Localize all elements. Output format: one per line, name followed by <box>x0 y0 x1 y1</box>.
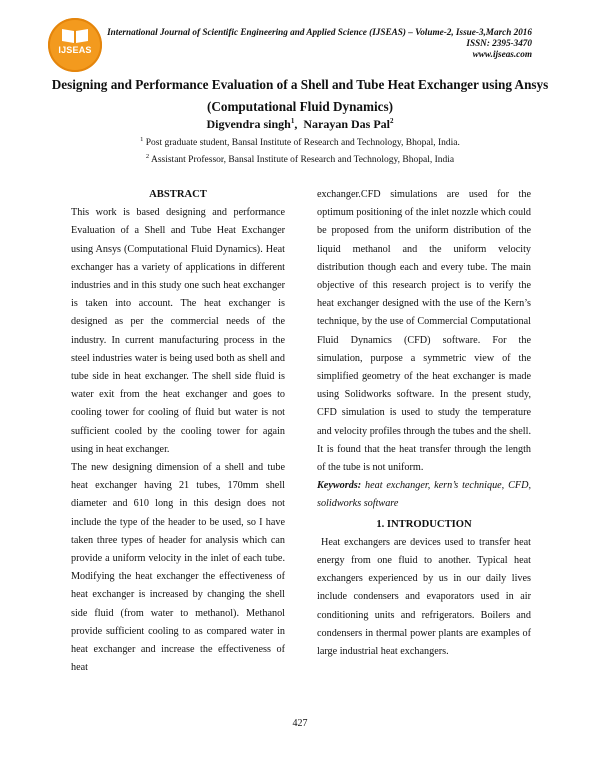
left-column <box>71 186 285 677</box>
title-line-1: Designing and Performance Evaluation of a Shell and Tube Heat Exchanger using Ansys <box>51 77 549 92</box>
author-1-sup: 1 <box>290 117 295 125</box>
aff-2-text: Assistant Professor, Bansal Institute of Research and Technology, Bhopal, India <box>150 155 455 166</box>
abstract-paragraph-1: This work is based designing and performance Evaluation of a Shell and Tube Heat Exchanger using Ansys (Computational Fluid Dynamics). Heat exchanger has a variety of applications in different industries and in this study one such heat exchanger is taken into account. The heat exchanger is designed as per the commercial needs of the industry. In current manufacturing process in the steel industries water is being used both as shell and tube side in heat exchanger. The shell side fluid is water exit from the heat exchanger and goes to cooling tower for cooling of fluid but water is not sufficient cooled by the cooling tower for again using in heat exchanger. <box>71 207 285 455</box>
logo-text: IJSEAS <box>58 45 92 55</box>
author-2: Narayan Das Pal <box>303 117 391 131</box>
journal-website[interactable]: www.ijseas.com <box>472 49 532 59</box>
abstract-heading: ABSTRACT <box>149 189 207 200</box>
authors: Digvendra singh$^1$, Narayan Das Pal$^2$ <box>206 117 394 131</box>
journal-logo <box>48 18 102 72</box>
abstract-paragraph-3: exchanger.CFD simulations are used for the optimum positioning of the inlet nozzle which could be proposed from the uniform distribution of the liquid methanol and the uniform velocity distribution though each and every tube. The main objective of this research project is to verify the heat exchanger designed with the use of the Kern’s technique, by the use of Commercial Computational Fluid Dynamics (CFD) software. For the simulation, purpose a symmetric view of the simplified geometry of the heat exchanger is made using Solidworks software. In the present study, CFD simulation is used to study the temperature and velocity profiles through the tubes and the shell. It is found that the heat transfer through the length of the tube is not uniform. <box>317 189 531 474</box>
introduction-paragraph-1: Heat exchangers are devices used to transfer heat energy from one fluid to another. Typical heat exchangers experienced by us in our daily lives include condensers and evaporators used in air conditioning units and refrigerators. Boilers and condensers in thermal power plants are examples of large industrial heat exchangers. <box>317 536 531 658</box>
aff-1-text: Post graduate student, Bansal Institute of Research and Technology, Bhopal, India. <box>145 138 460 149</box>
affiliation-2 <box>40 153 560 165</box>
affiliation-1 <box>40 136 560 148</box>
keywords-label: Keywords: <box>317 480 362 492</box>
keywords <box>317 477 531 513</box>
issn: ISSN: 2395-3470 <box>466 38 532 48</box>
paper-title <box>40 74 560 118</box>
aff-1-sup: 1 <box>140 136 144 143</box>
abstract-paragraph-2: The new designing dimension of a shell and tube heat exchanger having 21 tubes, 170mm shell diameter and 610 long in this design does not include the type of the header to be used, so I have taken three types of header for analysis which can provide a uniform velocity in the inlet of each tube. Modifying the heat exchanger the effectiveness of heat exchanger is increased by changing the shell side fluid (from water to methanol). Methanol provide sufficient cooling to as compared water in heat exchanger and increase the effectiveness of heat <box>71 462 285 674</box>
author-2-sup: 2 <box>390 117 394 125</box>
journal-name: International Journal of Scientific Engineering and Applied Science (IJSEAS) – Volume-2, Issue-3,March 2016 <box>107 27 532 37</box>
page-number: 427 <box>292 718 308 729</box>
keywords-text: heat exchanger, kern’s technique, CFD, solidworks software <box>317 480 531 510</box>
title-line-2: (Computational Fluid Dynamics) <box>206 99 394 114</box>
book-icon <box>60 26 90 44</box>
introduction-heading: 1. INTRODUCTION <box>376 518 472 530</box>
right-column <box>317 186 531 661</box>
aff-2-sup: 2 <box>145 153 150 160</box>
author-1: Digvendra singh <box>206 117 291 131</box>
journal-header <box>107 27 532 60</box>
